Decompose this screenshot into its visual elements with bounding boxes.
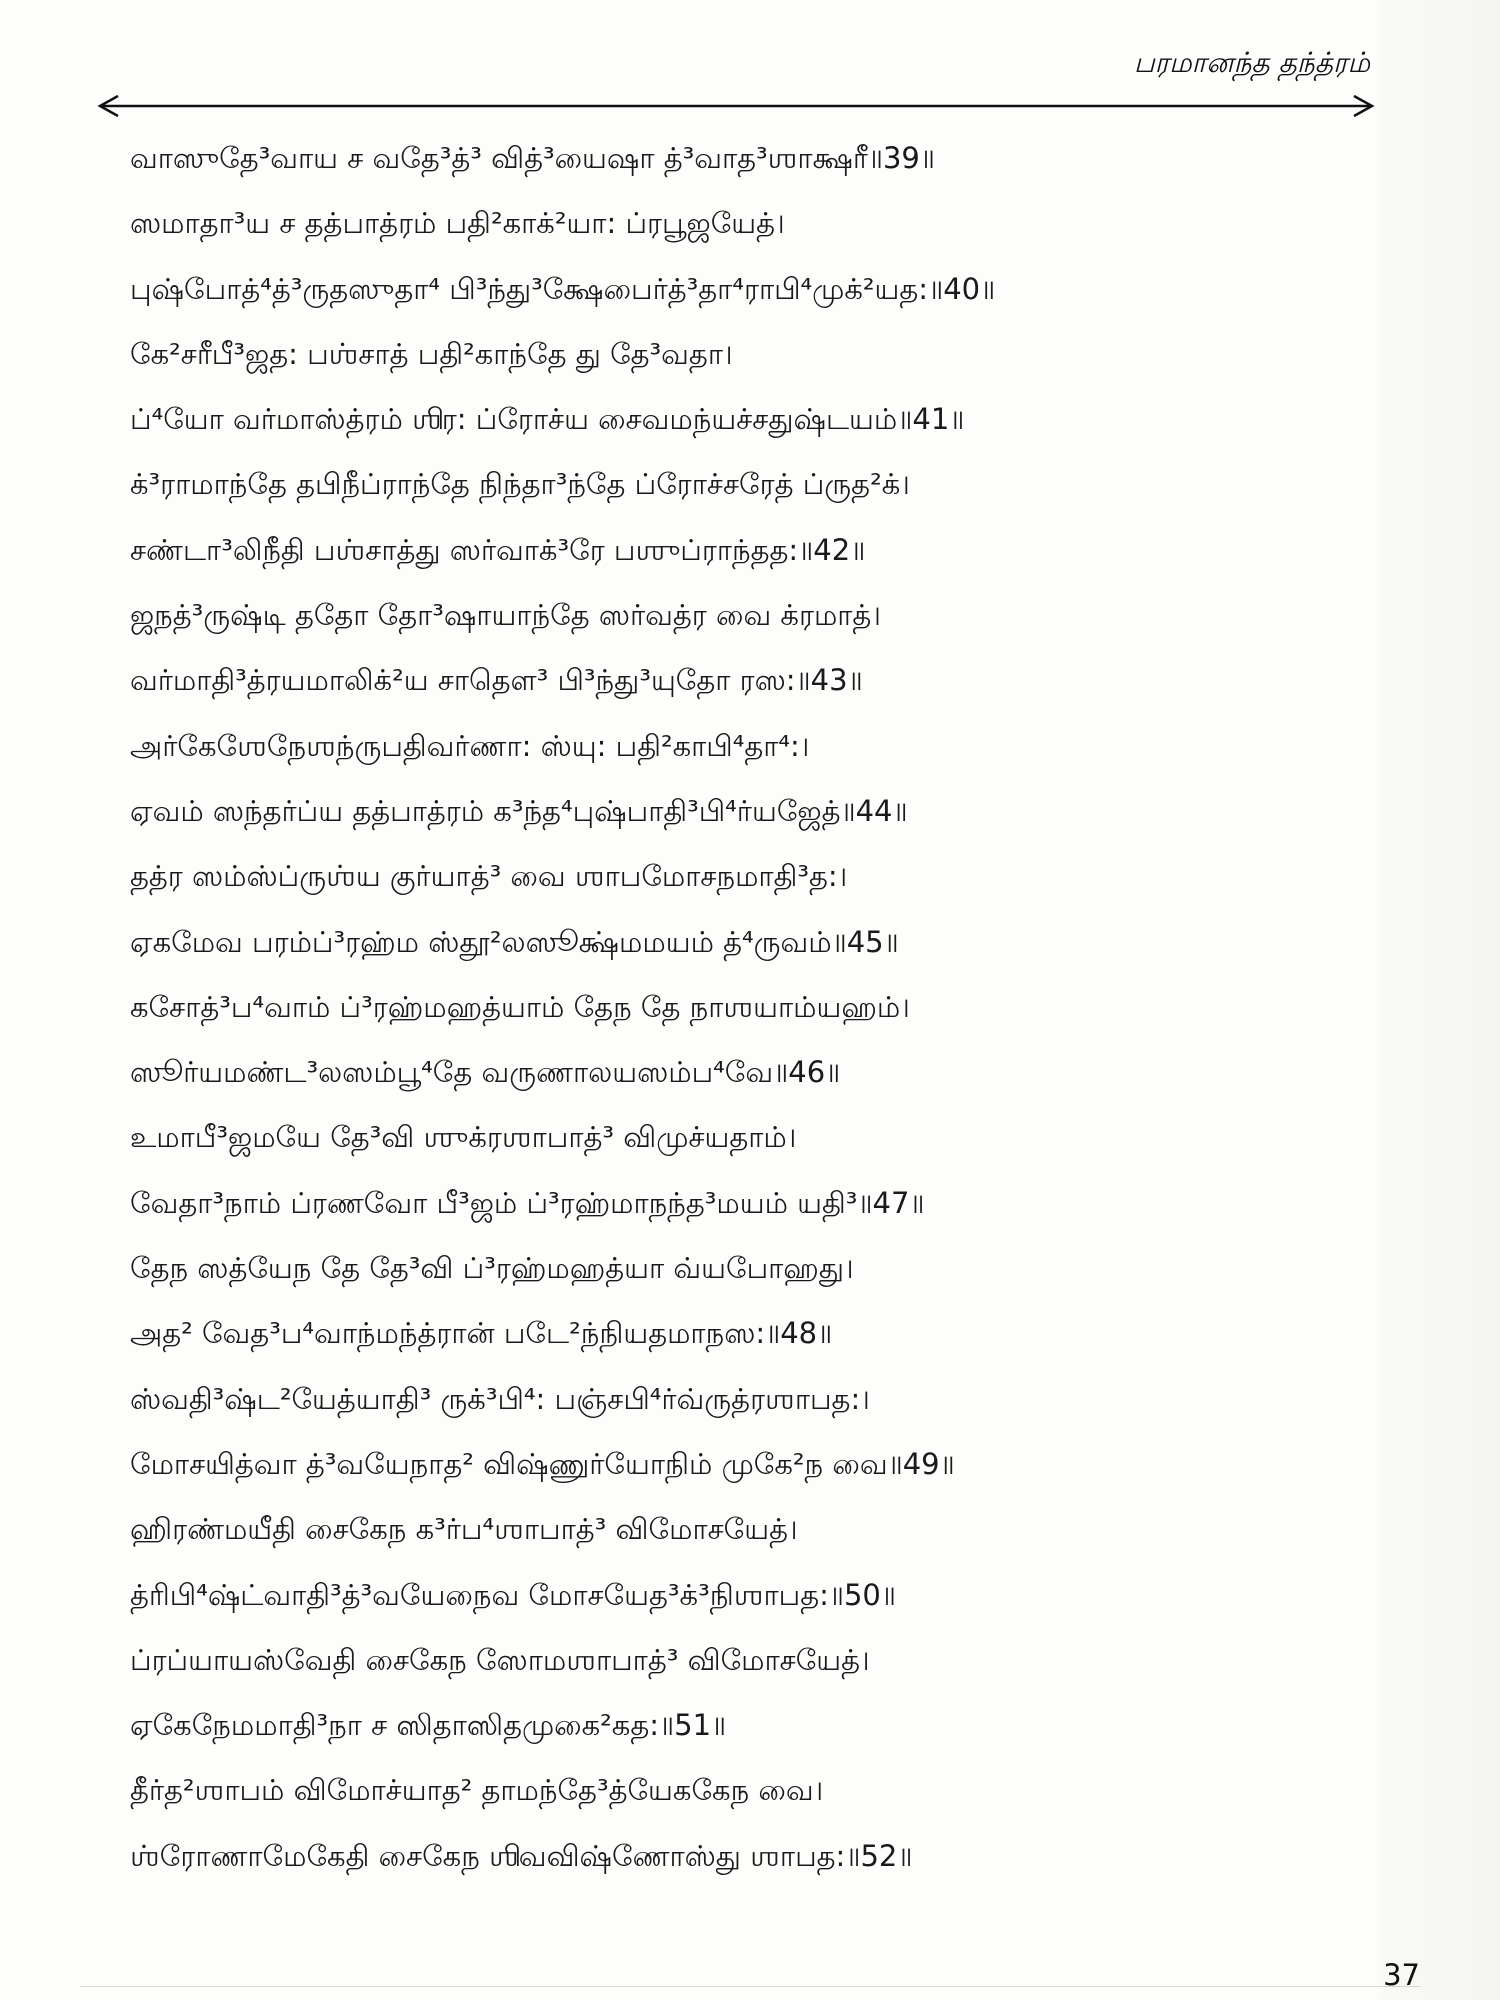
page-edge-shadow [1380,0,1500,2000]
verse-line: ஹிரண்மயீதி சைகேந க³ர்ப⁴ஶாபாத்³ விமோசயேத்। [130,1512,798,1547]
verse-line: புஷ்போத்⁴த்³ருதஸுதா⁴ பி³ந்து³க்ஷேபைர்த்³தா⁴ராபி⁴முக்²யத:॥40॥ [130,271,996,306]
verse-line: வர்மாதி³த்ரயமாலிக்²ய சாதௌ³ பி³ந்து³யுதோ ரஸ:॥43॥ [130,663,863,698]
verse-line: ஸ்வதி³ஷ்ட²யேத்யாதி³ ருக்³பி⁴: பஞ்சபி⁴ர்வ்ருத்ரஶாபத:। [130,1381,870,1416]
verse-line: அர்கேஶேநேஶந்ருபதிவர்ணா: ஸ்யு: பதி²காபி⁴தா⁴:। [130,728,810,763]
verse-line: த்ரிபி⁴ஷ்ட்வாதி³த்³வயேநைவ மோசயேத³க்³நிஶாபத:॥50॥ [130,1577,897,1612]
verse-line: தத்ர ஸம்ஸ்ப்ருஶ்ய குர்யாத்³ வை ஶாபமோசநமாதி³த:। [130,859,848,894]
verse-line: கே²சரீபீ³ஜத: பஶ்சாத் பதி²காந்தே து தே³வதா। [130,336,733,371]
verse-line: ஏகேநேமமாதி³நா ச ஸிதாஸிதமுகை²கத:॥51॥ [130,1708,727,1743]
verse-line: தேந ஸத்யேந தே தே³வி ப்³ரஹ்மஹத்யா வ்யபோஹது। [130,1251,854,1286]
verse-line: ஸூர்யமண்ட³லஸம்பூ⁴தே வருணாலயஸம்ப⁴வே॥46॥ [130,1055,841,1090]
verse-line: வாஸுதே³வாய ச வதே³த்³ வித்³யைஷா த்³வாத³ஶாக்ஷரீ॥39॥ [130,141,936,175]
verse-line: சண்டா³லிநீதி பஶ்சாத்து ஸர்வாக்³ரே பஶுப்ராந்தத:॥42॥ [130,532,866,567]
verse-line: ப்⁴யோ வர்மாஸ்த்ரம் ஶிர: ப்ரோச்ய சைவமந்யச்சதுஷ்டயம்॥41॥ [130,402,965,437]
verse-line: அத² வேத³ப⁴வாந்மந்த்ரான் படே²ந்நியதமாநஸ:॥48॥ [130,1316,833,1351]
header-double-arrow-rule [96,94,1376,118]
verse-line: ஶ்ரோணாமேகேதி சைகேந ஶிவவிஷ்ணோஸ்து ஶாபத:॥52॥ [130,1838,913,1873]
verse-line: ஸமாதா³ய ச தத்பாத்ரம் பதி²காக்²யா: ப்ரபூஜயேத்। [130,206,785,241]
running-header-title: பரமானந்த தந்த்ரம் [1133,46,1370,79]
verse-line: கசோத்³ப⁴வாம் ப்³ரஹ்மஹத்யாம் தேந தே நாஶயாம்யஹம்। [130,989,910,1024]
verse-line: ப்ரப்யாயஸ்வேதி சைகேந ஸோமஶாபாத்³ விமோசயேத்। [130,1642,870,1677]
verse-line: ஜநத்³ருஷ்டி ததோ தோ³ஷாயாந்தே ஸர்வத்ர வை க்ரமாத்। [130,598,881,633]
verse-line: உமாபீ³ஜமயே தே³வி ஶுக்ரஶாபாத்³ விமுச்யதாம்। [130,1120,797,1155]
page-number: 37 [1383,1958,1420,1992]
verse-list [130,126,1360,1889]
verse-line: ஏவம் ஸந்தர்ப்ய தத்பாத்ரம் க³ந்த⁴புஷ்பாதி³பி⁴ர்யஜேத்॥44॥ [130,793,908,828]
verse-line: மோசயித்வா த்³வயேநாத² விஷ்ணுர்யோநிம் முகே²ந வை॥49॥ [130,1446,955,1481]
verse-line: க்³ராமாந்தே தபிநீப்ராந்தே நிந்தா³ந்தே ப்ரோச்சரேத் ப்ருத²க்। [130,467,910,502]
verse-line: வேதா³நாம் ப்ரணவோ பீ³ஜம் ப்³ரஹ்மாநந்த³மயம் யதி³॥47॥ [130,1185,925,1220]
verse-line: தீர்த²ஶாபம் விமோச்யாத² தாமந்தே³த்யேககேந வை। [130,1773,824,1808]
bottom-edge-line [80,1986,1420,1987]
verse-line: ஏகமேவ பரம்ப்³ரஹ்ம ஸ்தூ²லஸூக்ஷ்மமயம் த்⁴ருவம்॥45॥ [130,924,899,959]
